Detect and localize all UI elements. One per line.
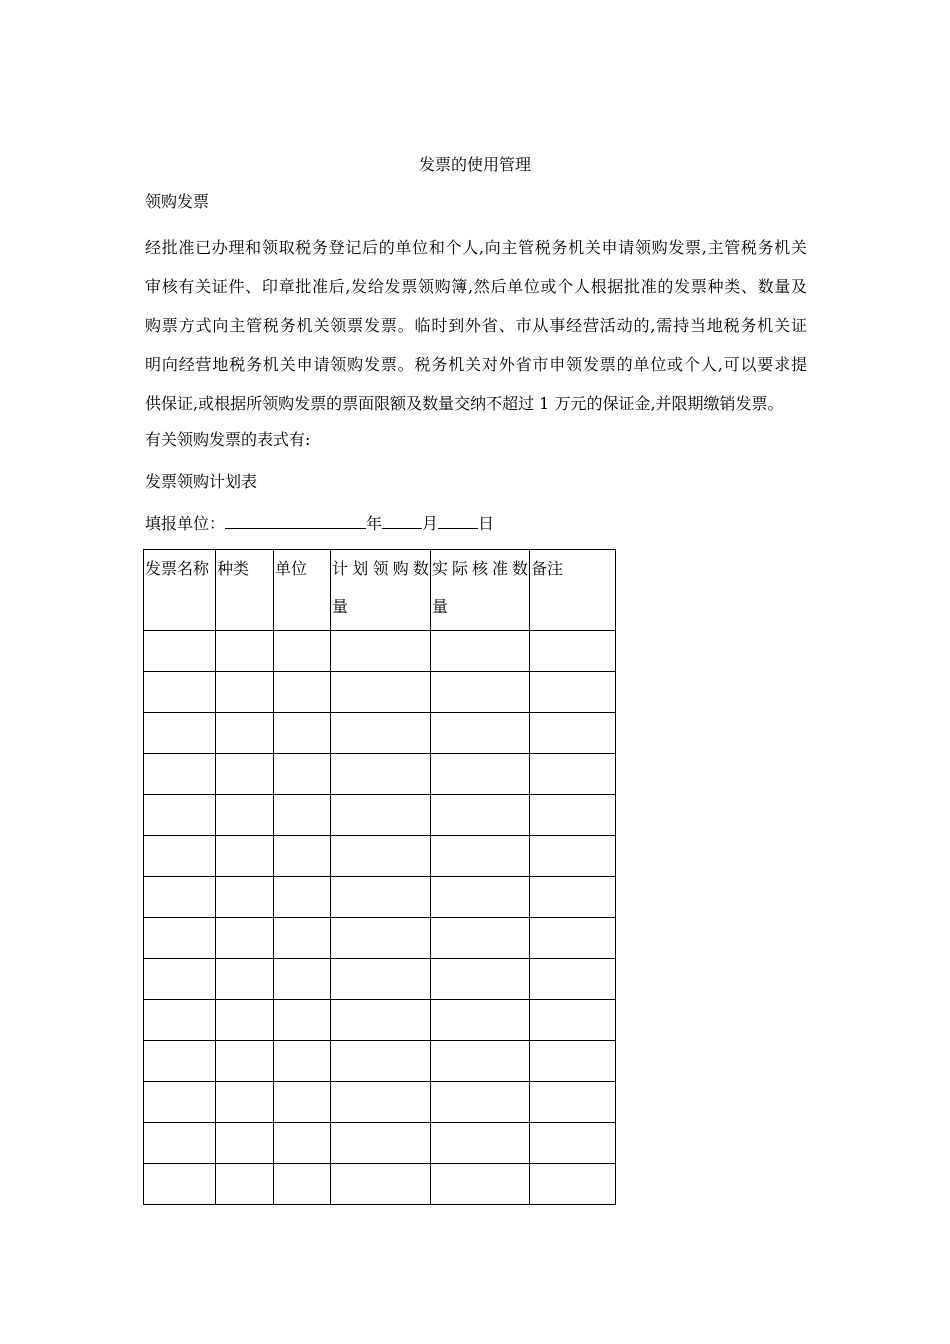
reporting-unit-blank bbox=[225, 510, 366, 529]
table-cell bbox=[216, 672, 274, 713]
table-cell bbox=[331, 672, 431, 713]
table-row bbox=[144, 1123, 616, 1164]
table-row bbox=[144, 1000, 616, 1041]
table-cell bbox=[274, 672, 331, 713]
table-cell bbox=[530, 1041, 616, 1082]
table-cell bbox=[431, 672, 530, 713]
table-cell bbox=[331, 1164, 431, 1205]
table-cell bbox=[431, 959, 530, 1000]
fill-in-line bbox=[145, 510, 807, 536]
table-cell bbox=[274, 877, 331, 918]
month-label: 月 bbox=[422, 514, 439, 533]
table-row bbox=[144, 918, 616, 959]
table-cell bbox=[144, 672, 216, 713]
body-paragraph bbox=[145, 228, 807, 423]
year-label: 年 bbox=[366, 514, 383, 533]
table-cell bbox=[431, 631, 530, 672]
table-cell bbox=[274, 1123, 331, 1164]
table-cell bbox=[144, 795, 216, 836]
table-cell bbox=[216, 959, 274, 1000]
table-cell bbox=[431, 1000, 530, 1041]
table-cell bbox=[331, 1000, 431, 1041]
table-row bbox=[144, 959, 616, 1000]
table-body bbox=[144, 631, 616, 1205]
table-cell bbox=[530, 672, 616, 713]
header-remarks: 备注 bbox=[530, 550, 616, 631]
table-cell bbox=[144, 631, 216, 672]
reporting-unit-label: 填报单位： bbox=[145, 514, 226, 533]
table-cell bbox=[530, 795, 616, 836]
table-cell bbox=[331, 877, 431, 918]
table-cell bbox=[274, 836, 331, 877]
table-cell bbox=[144, 877, 216, 918]
table-row bbox=[144, 836, 616, 877]
table-cell bbox=[144, 1123, 216, 1164]
table-row bbox=[144, 631, 616, 672]
table-cell bbox=[530, 631, 616, 672]
table-row bbox=[144, 754, 616, 795]
table-cell bbox=[331, 713, 431, 754]
table-cell bbox=[216, 1164, 274, 1205]
table-cell bbox=[274, 1041, 331, 1082]
header-approved-quantity: 实际核准数 量 bbox=[431, 550, 530, 631]
table-cell bbox=[331, 631, 431, 672]
table-cell bbox=[216, 631, 274, 672]
table-cell bbox=[530, 959, 616, 1000]
section-heading: 领购发票 bbox=[145, 192, 210, 211]
body-line: 供保证,或根据所领购发票的票面限额及数量交纳不超过 1 万元的保证金,并限期缴销发票。 bbox=[145, 394, 784, 413]
table-cell bbox=[331, 1082, 431, 1123]
table-header-row bbox=[144, 550, 616, 631]
table-cell bbox=[431, 877, 530, 918]
table-cell bbox=[144, 713, 216, 754]
table-cell bbox=[216, 1123, 274, 1164]
header-invoice-name: 发票名称 bbox=[144, 550, 216, 631]
table-cell bbox=[274, 959, 331, 1000]
table-cell bbox=[144, 1164, 216, 1205]
table-cell bbox=[144, 1082, 216, 1123]
table-cell bbox=[331, 1123, 431, 1164]
table-cell bbox=[216, 1082, 274, 1123]
table-cell bbox=[216, 1000, 274, 1041]
table-cell bbox=[144, 918, 216, 959]
table-cell bbox=[331, 1041, 431, 1082]
body-line: 购票方式向主管税务机关领票发票。临时到外省、市从事经营活动的,需持当地税务机关证 bbox=[145, 316, 807, 335]
table-cell bbox=[530, 918, 616, 959]
table-row bbox=[144, 672, 616, 713]
month-blank bbox=[382, 510, 422, 529]
table-cell bbox=[431, 795, 530, 836]
table-cell bbox=[431, 1082, 530, 1123]
header-unit: 单位 bbox=[274, 550, 331, 631]
document-title: 发票的使用管理 bbox=[418, 155, 531, 174]
table-row bbox=[144, 795, 616, 836]
table-cell bbox=[331, 918, 431, 959]
table-cell bbox=[331, 836, 431, 877]
table-cell bbox=[530, 1123, 616, 1164]
table-cell bbox=[274, 631, 331, 672]
table-cell bbox=[274, 918, 331, 959]
table-cell bbox=[216, 754, 274, 795]
table-cell bbox=[274, 754, 331, 795]
table-cell bbox=[431, 1123, 530, 1164]
table-cell bbox=[144, 959, 216, 1000]
table-cell bbox=[431, 836, 530, 877]
table-cell bbox=[216, 795, 274, 836]
table-row bbox=[144, 1164, 616, 1205]
table-cell bbox=[331, 754, 431, 795]
table-cell bbox=[431, 1041, 530, 1082]
table-cell bbox=[144, 836, 216, 877]
table-cell bbox=[274, 713, 331, 754]
table-cell bbox=[216, 918, 274, 959]
table-cell bbox=[530, 713, 616, 754]
table-cell bbox=[530, 1000, 616, 1041]
table-cell bbox=[331, 959, 431, 1000]
table-cell bbox=[216, 713, 274, 754]
table-cell bbox=[431, 713, 530, 754]
table-cell bbox=[431, 918, 530, 959]
table-cell bbox=[530, 1082, 616, 1123]
table-cell bbox=[530, 877, 616, 918]
invoice-purchase-plan-table bbox=[143, 549, 616, 1205]
table-cell bbox=[274, 795, 331, 836]
table-cell bbox=[144, 754, 216, 795]
table-cell bbox=[274, 1164, 331, 1205]
body-line: 经批准已办理和领取税务登记后的单位和个人,向主管税务机关申请领购发票,主管税务机关 bbox=[145, 238, 807, 257]
form-title: 发票领购计划表 bbox=[145, 472, 258, 491]
table-cell bbox=[144, 1000, 216, 1041]
table-cell bbox=[144, 1041, 216, 1082]
table-cell bbox=[331, 795, 431, 836]
table-row bbox=[144, 1082, 616, 1123]
table-cell bbox=[216, 877, 274, 918]
table-row bbox=[144, 877, 616, 918]
table-cell bbox=[274, 1082, 331, 1123]
header-planned-quantity: 计划领购数 量 bbox=[331, 550, 431, 631]
header-type: 种类 bbox=[216, 550, 274, 631]
table-cell bbox=[431, 754, 530, 795]
table-cell bbox=[216, 1041, 274, 1082]
table-cell bbox=[530, 1164, 616, 1205]
body-line: 审核有关证件、印章批准后,发给发票领购簿,然后单位或个人根据批准的发票种类、数量及 bbox=[145, 277, 807, 296]
table-cell bbox=[530, 754, 616, 795]
table-cell bbox=[274, 1000, 331, 1041]
day-blank bbox=[438, 510, 478, 529]
table-row bbox=[144, 713, 616, 754]
table-cell bbox=[530, 836, 616, 877]
day-label: 日 bbox=[478, 514, 495, 533]
table-row bbox=[144, 1041, 616, 1082]
body-line: 明向经营地税务机关申请领购发票。税务机关对外省市申领发票的单位或个人,可以要求提 bbox=[145, 355, 807, 374]
table-cell bbox=[431, 1164, 530, 1205]
intro-text: 有关领购发票的表式有: bbox=[145, 430, 311, 449]
table-cell bbox=[216, 836, 274, 877]
